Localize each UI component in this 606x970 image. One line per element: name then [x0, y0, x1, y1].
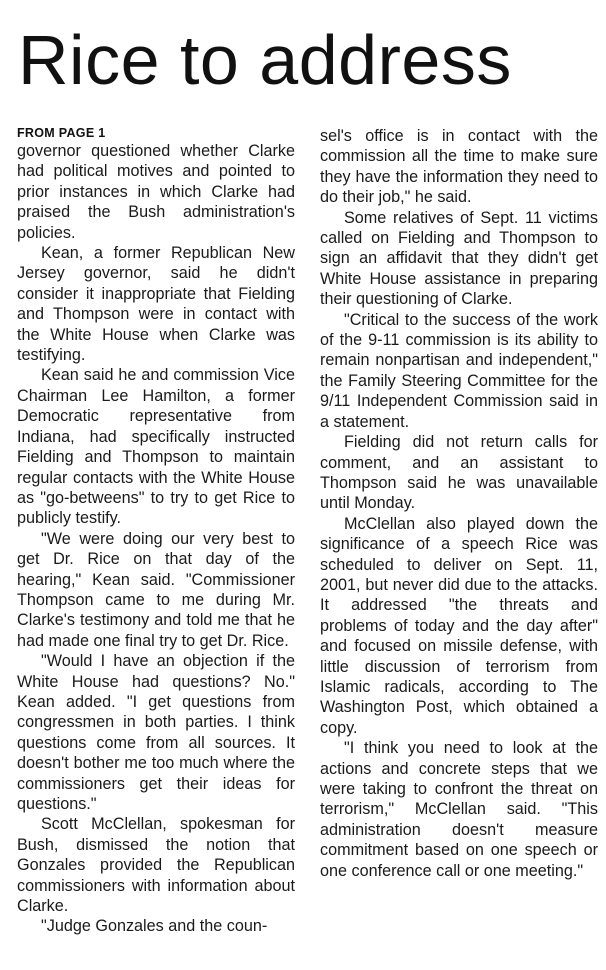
headline: Rice to address [18, 21, 512, 99]
paragraph: "We were doing our very best to get Dr. Rice on that day of the hearing," Kean said. "Commissioner Thompson came to me during Mr. Clarke's testimony and told me that he had made one final try to get Dr. Rice. [17, 529, 295, 650]
paragraph: sel's office is in contact with the commission all the time to make sure they have the information they need to do their job," he said. [320, 127, 598, 207]
paragraph: "Critical to the success of the work of the 9-11 commission is its ability to remain nonpartisan and independent," the Family Steering Committee for the 9/11 Independent Commission said in a statement. [320, 310, 598, 431]
paragraph: governor questioned whether Clarke had political motives and pointed to prior instances in which Clarke had praised the Bush administration's policies. [17, 142, 295, 242]
paragraph: Fielding did not return calls for comment, and an assistant to Thompson said he was unavailable until Monday. [320, 433, 598, 513]
paragraph: Some relatives of Sept. 11 victims called on Fielding and Thompson to sign an affidavit that they didn't get White House assistance in preparing their questioning of Clarke. [320, 208, 598, 309]
paragraph: Scott McClellan, spokesman for Bush, dismissed the notion that Gonzales provided the Republican commissioners with information about Clarke. [17, 815, 295, 916]
paragraph: Kean, a former Republican New Jersey governor, said he didn't consider it inappropriate that Fielding and Thompson were in contact with the White House when Clarke was testifying. [17, 244, 295, 365]
paragraph: McClellan also played down the significance of a speech Rice was scheduled to deliver on Sept. 11, 2001, but never did due to the attacks. It addressed "the threats and problems of today and the day after" and focused on missile defense, with little discussion of terrorism from Islamic radicals, according to The Washington Post, which obtained a copy. [320, 514, 598, 737]
right-column [320, 126, 598, 881]
paragraph: "Would I have an objection if the White House had questions? No." Kean added. "I get questions from congressmen in both parties. I think questions come from all sources. It doesn't bother me too much where the commissioners get their ideas for questions." [17, 652, 295, 813]
left-column [17, 126, 295, 937]
paragraph: "Judge Gonzales and the coun- [41, 917, 268, 936]
paragraph: Kean said he and commission Vice Chairman Lee Hamilton, a former Democratic representative from Indiana, had specifically instructed Fielding and Thompson to maintain regular contacts with the White House as "go-betweens" to try to get Rice to publicly testify. [17, 366, 295, 528]
jump-line: FROM PAGE 1 [17, 126, 106, 140]
paragraph: "I think you need to look at the actions and concrete steps that we were taking to confront the threat on terrorism," McClellan said. "This administration doesn't measure commitment based on one speech or one conference call or one meeting." [320, 739, 598, 880]
